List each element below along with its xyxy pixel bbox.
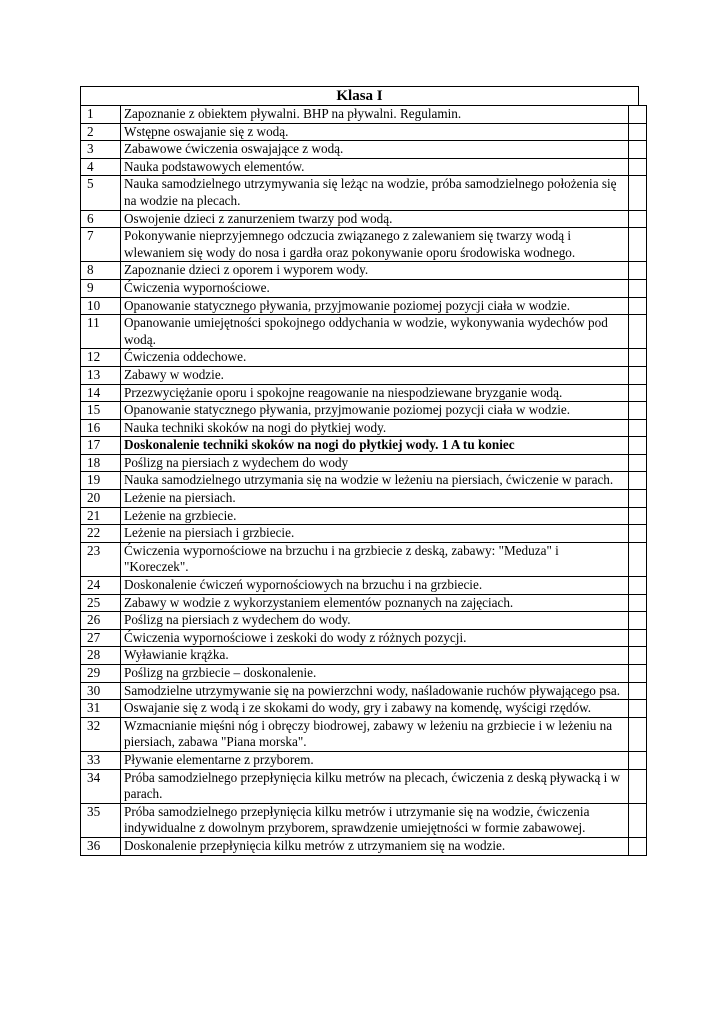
lesson-topic: Ćwiczenia oddechowe. — [121, 349, 629, 367]
empty-cell — [629, 803, 647, 837]
table-row — [81, 366, 647, 384]
table-row — [81, 210, 647, 228]
lesson-number: 4 — [81, 158, 121, 176]
lesson-topic: Opanowanie statycznego pływania, przyjmowanie poziomej pozycji ciała w wodzie. — [121, 402, 629, 420]
lesson-number: 32 — [81, 717, 121, 751]
table-row — [81, 419, 647, 437]
lesson-plan-document — [80, 86, 646, 856]
lesson-topic: Zabawowe ćwiczenia oswajające z wodą. — [121, 141, 629, 159]
empty-cell — [629, 454, 647, 472]
lesson-number: 13 — [81, 366, 121, 384]
table-row — [81, 454, 647, 472]
empty-cell — [629, 384, 647, 402]
table-row — [81, 158, 647, 176]
empty-cell — [629, 158, 647, 176]
lesson-number: 23 — [81, 542, 121, 576]
lesson-topic: Pływanie elementarne z przyborem. — [121, 751, 629, 769]
table-row — [81, 384, 647, 402]
lesson-number: 17 — [81, 437, 121, 455]
lesson-number: 26 — [81, 612, 121, 630]
lesson-topic: Zapoznanie dzieci z oporem i wyporem wody. — [121, 262, 629, 280]
lesson-number: 29 — [81, 665, 121, 683]
table-row — [81, 228, 647, 262]
empty-cell — [629, 472, 647, 490]
lesson-topic: Samodzielne utrzymywanie się na powierzchni wody, naśladowanie ruchów pływającego psa. — [121, 682, 629, 700]
lesson-topic: Próba samodzielnego przepłynięcia kilku metrów i utrzymanie się na wodzie, ćwiczenia indywidualne z dowolnym przyborem, sprawdzenie umiejętności w formie zabawowej. — [121, 803, 629, 837]
table-row — [81, 542, 647, 576]
lesson-topic: Nauka samodzielnego utrzymania się na wodzie w leżeniu na piersiach, ćwiczenie w parach. — [121, 472, 629, 490]
lesson-number: 5 — [81, 176, 121, 210]
lesson-topic: Ćwiczenia wypornościowe. — [121, 279, 629, 297]
lesson-number: 10 — [81, 297, 121, 315]
lesson-topic: Leżenie na grzbiecie. — [121, 507, 629, 525]
table-row — [81, 700, 647, 718]
table-row — [81, 803, 647, 837]
empty-cell — [629, 402, 647, 420]
empty-cell — [629, 279, 647, 297]
lesson-number: 9 — [81, 279, 121, 297]
lesson-topic: Wzmacnianie mięśni nóg i obręczy biodrowej, zabawy w leżeniu na grzbiecie i w leżeniu na piersiach, zabawa "Piana morska". — [121, 717, 629, 751]
lesson-topic: Przezwyciężanie oporu i spokojne reagowanie na niespodziewane bryzganie wodą. — [121, 384, 629, 402]
lesson-topic: Zabawy w wodzie z wykorzystaniem elementów poznanych na zajęciach. — [121, 594, 629, 612]
lesson-number: 34 — [81, 769, 121, 803]
lesson-topic: Pokonywanie nieprzyjemnego odczucia związanego z zalewaniem się twarzy wodą i wlewaniem się wody do nosa i gardła oraz pokonywanie oporu środowiska wodnego. — [121, 228, 629, 262]
table-row — [81, 472, 647, 490]
table-row — [81, 349, 647, 367]
lesson-table — [80, 105, 647, 856]
lesson-topic: Opanowanie statycznego pływania, przyjmowanie poziomej pozycji ciała w wodzie. — [121, 297, 629, 315]
table-row — [81, 751, 647, 769]
table-row — [81, 106, 647, 124]
lesson-topic: Opanowanie umiejętności spokojnego oddychania w wodzie, wykonywania wydechów pod wodą. — [121, 315, 629, 349]
table-row — [81, 123, 647, 141]
lesson-number: 30 — [81, 682, 121, 700]
table-row — [81, 315, 647, 349]
empty-cell — [629, 542, 647, 576]
table-row — [81, 717, 647, 751]
empty-cell — [629, 106, 647, 124]
lesson-topic: Próba samodzielnego przepłynięcia kilku metrów na plecach, ćwiczenia z deską pływacką i w parach. — [121, 769, 629, 803]
table-row — [81, 402, 647, 420]
empty-cell — [629, 315, 647, 349]
table-row — [81, 577, 647, 595]
empty-cell — [629, 629, 647, 647]
lesson-number: 33 — [81, 751, 121, 769]
empty-cell — [629, 577, 647, 595]
table-row — [81, 665, 647, 683]
table-row — [81, 837, 647, 855]
lesson-topic: Doskonalenie ćwiczeń wypornościowych na brzuchu i na grzbiecie. — [121, 577, 629, 595]
lesson-topic: Wstępne oswajanie się z wodą. — [121, 123, 629, 141]
table-row — [81, 647, 647, 665]
empty-cell — [629, 176, 647, 210]
table-row — [81, 769, 647, 803]
lesson-number: 12 — [81, 349, 121, 367]
lesson-number: 18 — [81, 454, 121, 472]
lesson-topic: Ćwiczenia wypornościowe na brzuchu i na grzbiecie z deską, zabawy: "Meduza" i "Koreczek". — [121, 542, 629, 576]
empty-cell — [629, 612, 647, 630]
table-row — [81, 176, 647, 210]
empty-cell — [629, 297, 647, 315]
lesson-number: 1 — [81, 106, 121, 124]
empty-cell — [629, 123, 647, 141]
empty-cell — [629, 525, 647, 543]
lesson-number: 28 — [81, 647, 121, 665]
empty-cell — [629, 228, 647, 262]
lesson-topic: Nauka samodzielnego utrzymywania się leżąc na wodzie, próba samodzielnego położenia się na wodzie na plecach. — [121, 176, 629, 210]
lesson-topic: Doskonalenie techniki skoków na nogi do płytkiej wody. 1 A tu koniec — [121, 437, 629, 455]
empty-cell — [629, 837, 647, 855]
empty-cell — [629, 700, 647, 718]
table-row — [81, 629, 647, 647]
lesson-number: 6 — [81, 210, 121, 228]
lesson-number: 14 — [81, 384, 121, 402]
lesson-table-body — [81, 106, 647, 856]
lesson-topic: Zapoznanie z obiektem pływalni. BHP na pływalni. Regulamin. — [121, 106, 629, 124]
lesson-number: 25 — [81, 594, 121, 612]
lesson-number: 8 — [81, 262, 121, 280]
table-row — [81, 682, 647, 700]
empty-cell — [629, 594, 647, 612]
lesson-topic: Wyławianie krążka. — [121, 647, 629, 665]
lesson-topic: Leżenie na piersiach. — [121, 490, 629, 508]
lesson-number: 7 — [81, 228, 121, 262]
table-row — [81, 594, 647, 612]
table-row — [81, 507, 647, 525]
lesson-topic: Poślizg na piersiach z wydechem do wody. — [121, 612, 629, 630]
lesson-topic: Poślizg na grzbiecie – doskonalenie. — [121, 665, 629, 683]
table-row — [81, 437, 647, 455]
empty-cell — [629, 210, 647, 228]
empty-cell — [629, 751, 647, 769]
lesson-number: 11 — [81, 315, 121, 349]
lesson-number: 22 — [81, 525, 121, 543]
lesson-topic: Poślizg na piersiach z wydechem do wody — [121, 454, 629, 472]
lesson-number: 3 — [81, 141, 121, 159]
lesson-topic: Doskonalenie przepłynięcia kilku metrów z utrzymaniem się na wodzie. — [121, 837, 629, 855]
lesson-number: 16 — [81, 419, 121, 437]
table-row — [81, 279, 647, 297]
lesson-number: 36 — [81, 837, 121, 855]
empty-cell — [629, 507, 647, 525]
empty-cell — [629, 665, 647, 683]
lesson-number: 15 — [81, 402, 121, 420]
lesson-topic: Zabawy w wodzie. — [121, 366, 629, 384]
lesson-number: 19 — [81, 472, 121, 490]
table-title: Klasa I — [80, 86, 639, 105]
lesson-topic: Leżenie na piersiach i grzbiecie. — [121, 525, 629, 543]
empty-cell — [629, 419, 647, 437]
lesson-topic: Oswajanie się z wodą i ze skokami do wody, gry i zabawy na komendę, wyścigi rzędów. — [121, 700, 629, 718]
lesson-number: 31 — [81, 700, 121, 718]
lesson-topic: Oswojenie dzieci z zanurzeniem twarzy pod wodą. — [121, 210, 629, 228]
empty-cell — [629, 769, 647, 803]
table-row — [81, 612, 647, 630]
table-row — [81, 141, 647, 159]
empty-cell — [629, 349, 647, 367]
lesson-topic: Nauka podstawowych elementów. — [121, 158, 629, 176]
table-row — [81, 297, 647, 315]
table-row — [81, 490, 647, 508]
lesson-topic: Ćwiczenia wypornościowe i zeskoki do wody z różnych pozycji. — [121, 629, 629, 647]
empty-cell — [629, 141, 647, 159]
table-row — [81, 525, 647, 543]
empty-cell — [629, 437, 647, 455]
lesson-number: 21 — [81, 507, 121, 525]
empty-cell — [629, 717, 647, 751]
table-row — [81, 262, 647, 280]
lesson-number: 2 — [81, 123, 121, 141]
lesson-number: 20 — [81, 490, 121, 508]
lesson-number: 24 — [81, 577, 121, 595]
lesson-topic: Nauka techniki skoków na nogi do płytkiej wody. — [121, 419, 629, 437]
empty-cell — [629, 366, 647, 384]
empty-cell — [629, 647, 647, 665]
empty-cell — [629, 490, 647, 508]
empty-cell — [629, 682, 647, 700]
empty-cell — [629, 262, 647, 280]
lesson-number: 27 — [81, 629, 121, 647]
lesson-number: 35 — [81, 803, 121, 837]
